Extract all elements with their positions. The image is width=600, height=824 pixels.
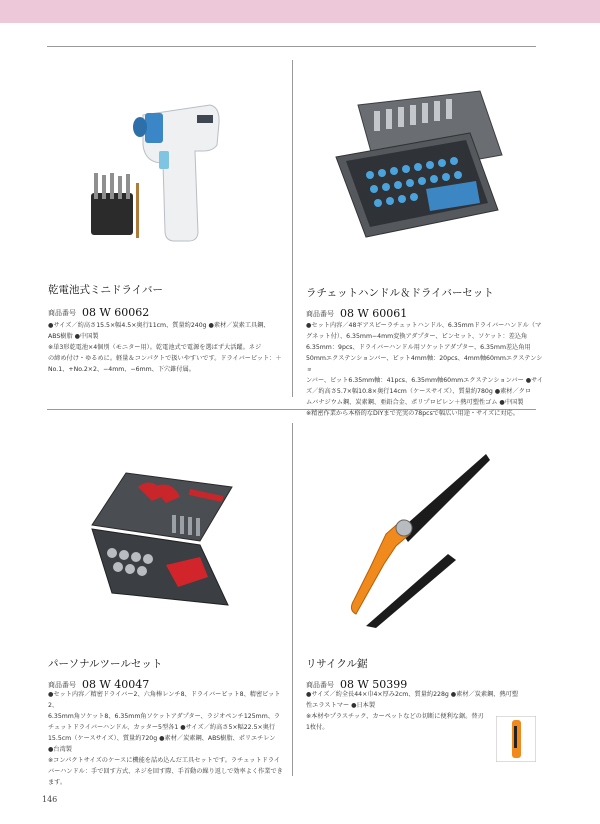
divider-top [47,46,536,47]
product-code-label: 商品番号 [306,681,334,689]
product-code [306,302,407,321]
description-line: ンバー、ビット6.35mm軸：41pcs、6.35mm軸60mmエクステンションバー ●サイ [306,377,544,384]
description-line: 50mmエクステンションバー、ビット4mm軸：20pcs、4mm軸60mmエクステンショ [306,355,543,373]
description-line: ABS樹脂 ●中国製 [48,333,99,340]
saw-photo [340,450,500,630]
saw-folded-thumbnail [496,716,536,762]
description-line: グネット付）、6.35mm−4mm変換アダプター、ピンセット、ソケット：差込角 [306,333,528,340]
description-line: 6.35mm角ソケット8、6.35mm角ソケットアダプター、ラジオペンチ125mm、ラ [48,713,281,720]
product-code-number: 08 W 60062 [82,306,150,319]
product-code-label: 商品番号 [48,681,76,689]
description-line: ●サイズ／約高さ15.5×幅4.5×奥行11cm、質量約240g ●素材／炭素工具鋼、 [48,322,270,329]
divider-vertical-top [292,60,293,397]
description-line: ●セット内容／精密ドライバー2、六角棒レンチ8、ドライバービット8、精密ビット2、 [48,691,281,709]
product-code-label: 商品番号 [306,310,334,318]
description-line: 性エラストマー ●日本製 [306,702,376,709]
product-code-number: 08 W 50399 [340,678,408,691]
description-line: 15.5cm（ケースサイズ）、質量約720g ●素材／炭素鋼、ABS樹脂、ポリエチレン [48,735,276,742]
description-line: ●台湾製 [48,746,72,753]
description-line: ※単3形乾電池×4個別（モニター用）。乾電池式で電源を選ばず大活躍。ネジ [48,344,262,351]
header-band [0,0,600,23]
description-line: の締め付け・ゆるめに。軽量＆コンパクトで扱いやすいです。ドライバービット：＋ [48,355,282,362]
description-line: ※コンパクトサイズのケースに機能を詰め込んだ工具セットです。ラチェットドライ [48,757,281,764]
tool-set-photo [82,465,242,615]
description-line: ●セット内容／48ギアスピーラチェットハンドル、6.35mmドライバーハンドル（マ [306,322,542,329]
description-line: ●サイズ／約全長44×巾4×厚み2cm、質量約228g ●素材／炭素鋼、熱可塑 [306,691,519,698]
product-name: リサイクル鋸 [306,658,368,670]
product-code [48,301,149,320]
mini-driver-photo [85,93,225,248]
product-description [48,320,284,375]
description-line: 1枚付。 [306,724,329,731]
page-number: 146 [42,795,58,804]
product-code-number: 08 W 60061 [340,307,408,320]
description-line: ※精密作業から本格的なDIYまで充実の78pcsで幅広い用途・サイズに対応。 [306,410,519,417]
product-code-label: 商品番号 [48,309,76,317]
divider-vertical-bottom [292,423,293,776]
description-line: バーハンドル：手で回す方式、ネジを回す際、手首動の繰り返しで効率よく作業できます。 [48,768,283,786]
description-line: 6.35mm：9pcs、ドライバーハンドル用ソケットアダプター、6.35mm差込角用 [306,344,531,351]
product-description [48,689,288,788]
product-name: パーソナルツールセット [48,658,163,670]
description-line: ※本材やプラスチック、カーペットなどの切断に便利な鋸。替刃 [306,713,484,720]
description-line: チェットドライバーハンドル、カッター5型各1 ●サイズ／約高さ5×幅22.5×奥行 [48,724,276,731]
product-name: 乾電池式ミニドライバー [48,284,163,296]
product-code-number: 08 W 40047 [82,678,150,691]
description-line: ムバナジウム鋼、炭素鋼、亜鉛合金、ポリプロピレン＋熱可塑性ゴム ●中国製 [306,399,524,406]
description-line: ズ／約高さ5.7×幅10.8×奥行14cm（ケースサイズ）、質量約780g ●素材／クロ [306,388,532,395]
ratchet-set-photo [330,85,510,245]
product-description [306,320,546,419]
product-name: ラチェットハンドル＆ドライバーセット [306,287,494,299]
description-line: No.1、+No.2×2、−4mm、−6mm、下穴錐付属。 [48,366,195,373]
